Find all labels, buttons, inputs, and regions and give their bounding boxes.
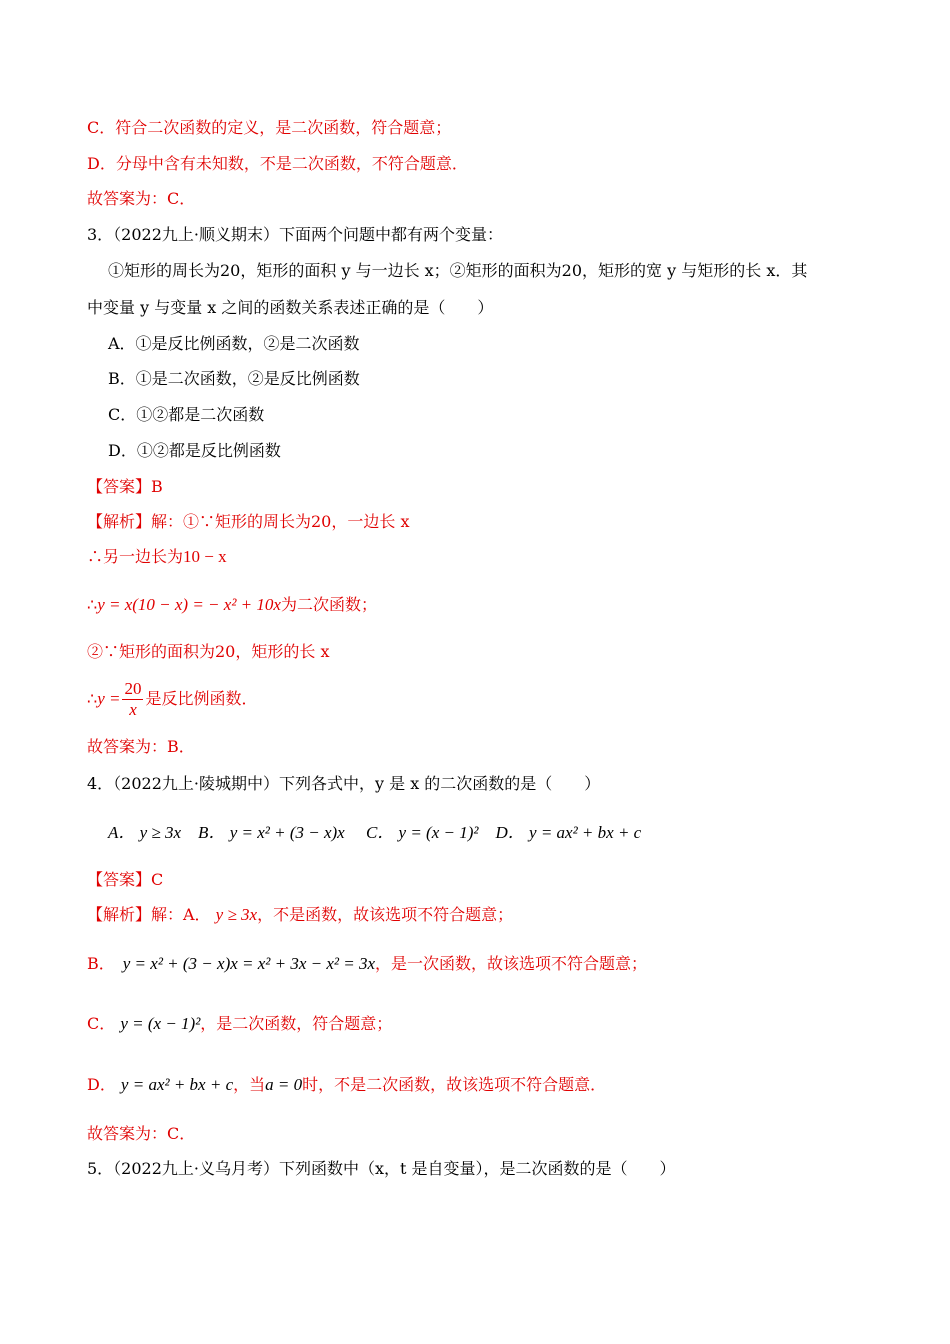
q3-option-c: C．①②都是二次函数 (108, 405, 265, 424)
q3-step-4-therefore: ∴ (87, 689, 98, 708)
q3-step-4-text: 是反比例函数． (145, 689, 258, 708)
q3-body-line-1: ①矩形的周长为20，矩形的面积 y 与一边长 x；②矩形的面积为20，矩形的宽 y 与矩形的长 x．其 (108, 261, 808, 280)
q4-analysis-d-formula: y = ax² + bx + c (120, 1075, 234, 1094)
q5-stem: 5．（2022九上·义乌月考）下列函数中（x，t 是自变量），是二次函数的是（ ） (87, 1159, 676, 1178)
q3-final-answer: 故答案为：B． (87, 737, 195, 756)
q3-step-2-therefore: ∴ (87, 595, 98, 614)
q4-analysis-b-text: ，是一次函数，故该选项不符合题意； (375, 954, 648, 973)
q3-step-1-text: ∴另一边长为 (87, 547, 184, 566)
q4-answer: 【答案】C (87, 870, 164, 889)
q4-analysis-d-when: ，当 (233, 1075, 266, 1094)
q4-stem: 4．（2022九上·陵城期中）下列各式中，y 是 x 的二次函数的是（ ） (87, 774, 601, 793)
q3-body-line-2: 中变量 y 与变量 x 之间的函数关系表述正确的是（ ） (87, 298, 494, 317)
q4-analysis-c (87, 1013, 392, 1035)
q4-analysis-c-text: ，是二次函数，符合题意； (200, 1014, 393, 1033)
q4-analysis-d-condition: a = 0 (265, 1075, 303, 1094)
q3-answer: 【答案】B (87, 477, 163, 496)
q3-step-4-y: y = (97, 689, 121, 708)
prev-option-c-explanation: C．符合二次函数的定义，是二次函数，符合题意； (87, 118, 452, 137)
q4-final-answer: 故答案为：C． (87, 1124, 196, 1143)
q4-analysis-d (87, 1074, 606, 1096)
fraction-denominator: x (129, 700, 137, 719)
q4-analysis-d-label: D． (87, 1075, 121, 1094)
q4-analysis-b-formula: y = x² + (3 − x)x = x² + 3x − x² = 3x (122, 954, 376, 973)
q3-step-2 (87, 594, 377, 616)
prev-option-d-explanation: D．分母中含有未知数，不是二次函数，不符合题意． (87, 154, 468, 173)
q4-analysis-a-label: 【解析】解：A． (87, 905, 216, 924)
q3-step-3: ②∵矩形的面积为20，矩形的长 x (87, 642, 330, 661)
fraction-numerator: 20 (124, 679, 142, 698)
q3-stem: 3．（2022九上·顺义期末）下面两个问题中都有两个变量： (87, 225, 503, 244)
q4-analysis-d-text: 时，不是二次函数，故该选项不符合题意． (302, 1075, 607, 1094)
q4-analysis-c-formula: y = (x − 1)² (120, 1014, 201, 1033)
q4-analysis-b (87, 953, 647, 975)
q4-analysis-c-label: C． (87, 1014, 121, 1033)
q4-analysis-a-text: ，不是函数，故该选项不符合题意； (257, 905, 514, 924)
q3-option-d: D．①②都是反比例函数 (108, 441, 281, 460)
q3-step-2-formula: y = x(10 − x) = − x² + 10x (97, 595, 281, 614)
q3-step-1 (87, 546, 227, 568)
q3-analysis: 【解析】解：①∵矩形的周长为20，一边长 x (87, 512, 410, 531)
q4-options: A． y ≥ 3x B． y = x² + (3 − x)x C． y = (x − 1)² D． y = ax² + bx + c (108, 823, 642, 842)
prev-final-answer: 故答案为：C． (87, 189, 196, 208)
q3-option-b: B．①是二次函数，②是反比例函数 (108, 369, 360, 388)
q3-step-2-text: 为二次函数； (280, 595, 377, 614)
q3-step-1-formula: 10 − x (183, 547, 227, 566)
q4-analysis-a (87, 904, 513, 926)
q3-step-4-fraction (122, 679, 143, 720)
q3-step-4 (87, 677, 257, 721)
q4-analysis-b-label: B． (87, 954, 123, 973)
q4-analysis-a-formula: y ≥ 3x (215, 905, 258, 924)
q3-option-a: A．①是反比例函数，②是二次函数 (108, 334, 360, 353)
